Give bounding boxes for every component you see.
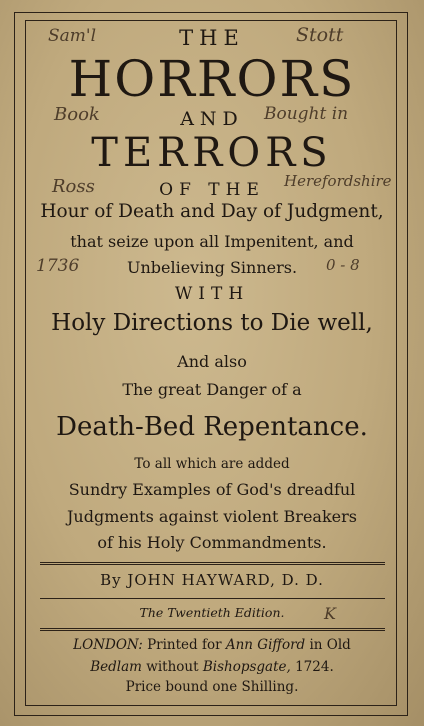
- title-horrors: HORRORS: [68, 50, 356, 108]
- imprint-publisher: Ann Gifford: [225, 637, 306, 653]
- title-terrors: TERRORS: [91, 130, 333, 176]
- title-and-also: And also: [177, 352, 247, 371]
- title-the: THE: [179, 26, 245, 50]
- imprint-in-old: in Old: [309, 637, 351, 653]
- added-intro: To all which are added: [134, 456, 290, 472]
- handwriting-note8: 0 - 8: [326, 256, 360, 274]
- imprint-line2: [0, 659, 424, 675]
- added-judgments: Judgments against violent Breakers: [67, 507, 357, 526]
- handwriting-note9: K: [324, 604, 336, 623]
- handwriting-note4: Bought in: [264, 104, 349, 124]
- handwriting-note6: Herefordshire: [284, 172, 392, 190]
- rule-bottom: [40, 628, 385, 631]
- handwriting-note2: Stott: [296, 24, 344, 46]
- title-holy-directions: Holy Directions to Die well,: [51, 310, 373, 336]
- title-of-the: OF THE: [159, 180, 265, 200]
- title-unbelieving: Unbelieving Sinners.: [126, 258, 298, 277]
- rule-middle: [40, 598, 385, 599]
- imprint-line1: [0, 637, 424, 653]
- title-death-bed: Death-Bed Repentance.: [56, 412, 368, 442]
- handwriting-note5: Ross: [52, 176, 95, 197]
- added-commandments: of his Holy Commandments.: [97, 533, 327, 552]
- handwriting-note3: Book: [54, 104, 100, 125]
- imprint-place2: Bishopsgate,: [202, 659, 291, 675]
- title-and: AND: [180, 108, 244, 130]
- title-with: WITH: [174, 284, 250, 304]
- handwriting-note7: 1736: [36, 256, 80, 276]
- imprint-year: 1724.: [295, 659, 334, 675]
- imprint-price: Price bound one Shilling.: [125, 679, 299, 695]
- author: By JOHN HAYWARD, D. D.: [100, 571, 324, 589]
- imprint-place: Bedlam: [90, 659, 142, 675]
- edition: The Twentieth Edition.: [139, 605, 285, 620]
- title-hour-of-death: Hour of Death and Day of Judgment,: [40, 201, 384, 222]
- added-sundry: Sundry Examples of God's dreadful: [68, 480, 356, 499]
- imprint-without: without: [146, 659, 199, 675]
- title-great-danger: The great Danger of a: [122, 380, 302, 399]
- rule-top: [40, 562, 385, 565]
- handwriting-note1: Sam'l: [48, 26, 97, 46]
- title-impenitent: that seize upon all Impenitent, and: [70, 232, 354, 251]
- imprint-city: LONDON:: [73, 637, 143, 653]
- imprint-printed-for: Printed for: [147, 637, 222, 653]
